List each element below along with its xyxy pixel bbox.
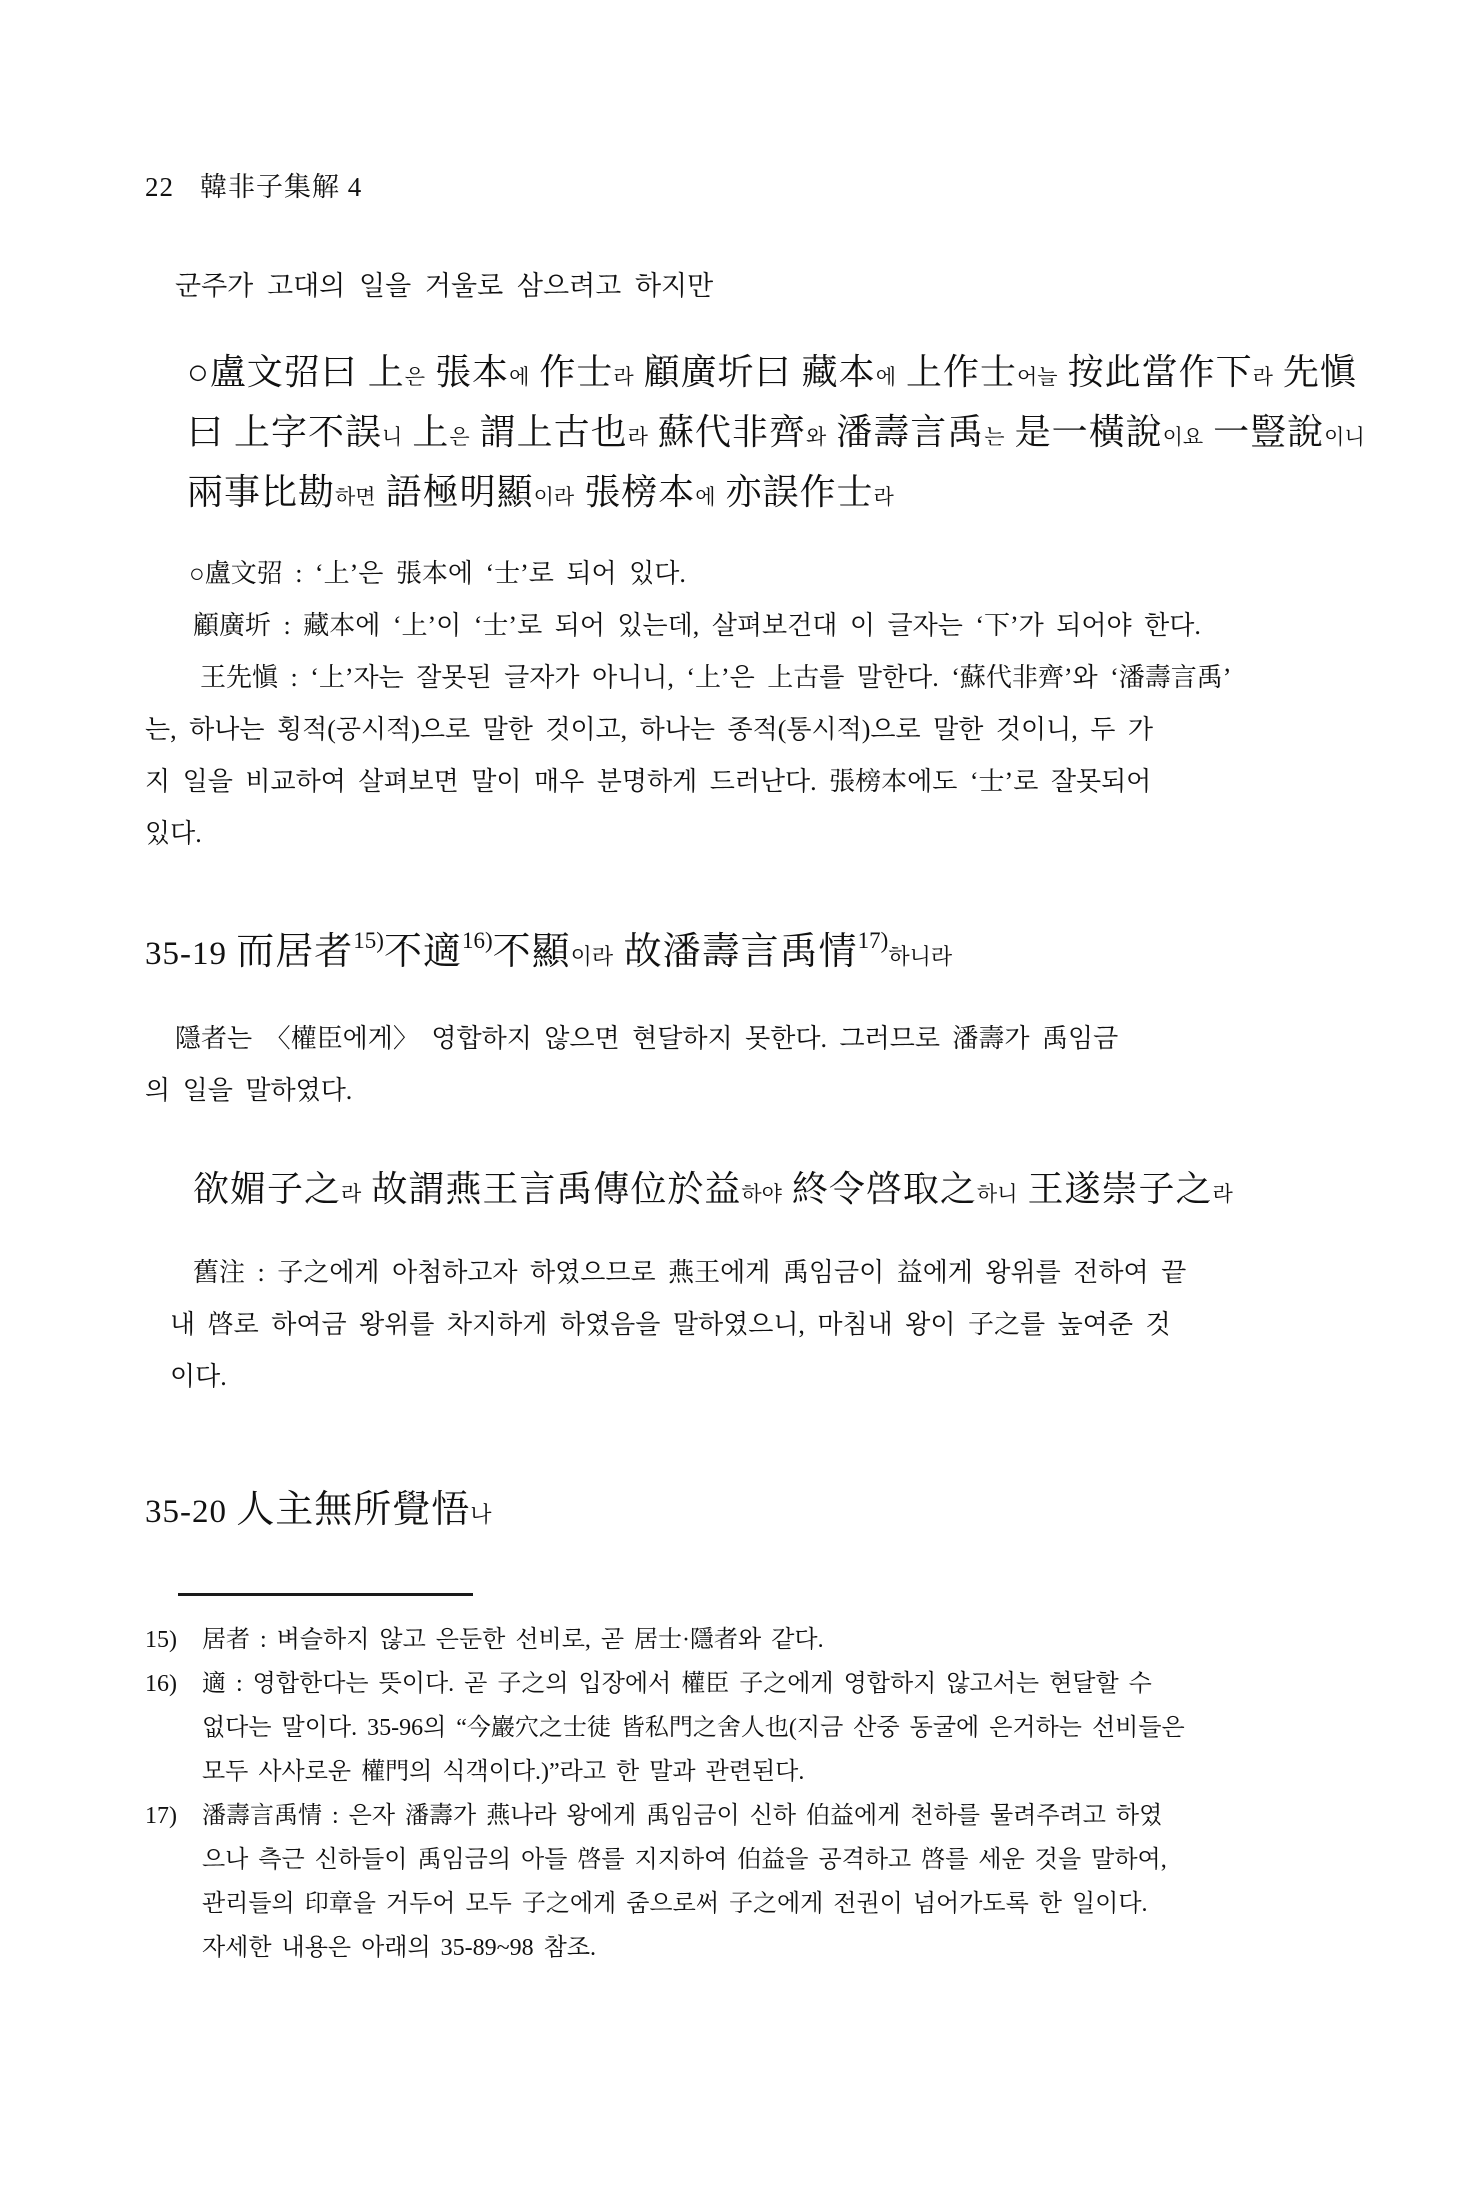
text-segment: 終令啓取之 bbox=[781, 1169, 977, 1209]
text-segment: 張本 bbox=[425, 352, 510, 392]
commentary-original-block bbox=[145, 346, 1365, 526]
footnote-ref: 15) bbox=[353, 928, 384, 953]
footnote-label: 15) bbox=[145, 1627, 177, 1653]
footnote-line: 관리들의 印章을 거두어 모두 子之에게 줌으로써 子之에게 전권이 넘어가도록 한 일이다. bbox=[202, 1891, 1148, 1917]
text-segment: 에 bbox=[875, 365, 896, 389]
text-segment: 潘壽言禹 bbox=[826, 412, 985, 452]
text-segment: 35-20 bbox=[145, 1494, 237, 1530]
section-35-19-translation bbox=[145, 1013, 1350, 1117]
text-segment: 나 bbox=[470, 1502, 492, 1527]
text-segment: 上 bbox=[402, 412, 450, 452]
section-heading-35-19 bbox=[145, 912, 1350, 989]
hanmun-line bbox=[187, 346, 1357, 406]
text-segment: 顧廣圻曰 藏本 bbox=[633, 352, 876, 392]
text-segment: 은 bbox=[449, 425, 470, 449]
text-segment: 先愼 bbox=[1272, 352, 1357, 392]
text-segment: 35-19 bbox=[145, 936, 237, 972]
text-segment: 蘇代非齊 bbox=[647, 412, 806, 452]
text-segment: 上作士 bbox=[895, 352, 1017, 392]
translation-line: 의 일을 말하였다. bbox=[145, 1076, 353, 1105]
footnote-line bbox=[145, 1794, 1350, 1838]
text-segment: 而居者 bbox=[236, 931, 354, 973]
text-segment: 欲媚子之 bbox=[193, 1169, 342, 1209]
footnote-item bbox=[145, 1794, 1350, 1970]
text-segment: 에 bbox=[509, 365, 530, 389]
book-title: 韓非子集解 4 bbox=[200, 172, 363, 202]
text-segment: 라 bbox=[873, 485, 894, 509]
text-segment: 兩事比勘 bbox=[187, 472, 336, 512]
old-note-line: 이다. bbox=[170, 1362, 227, 1391]
translation-line: 顧廣圻 : 藏本에 ‘上’이 ‘士’로 되어 있는데, 살펴보건대 이 글자는 ‘下’가 되어야 한다. bbox=[193, 611, 1201, 640]
text-segment: 라 bbox=[627, 425, 648, 449]
text-segment: 謂上古也 bbox=[469, 412, 628, 452]
hanmun-line bbox=[193, 1163, 1350, 1223]
text-segment: 어늘 bbox=[1017, 365, 1058, 389]
text-segment: 이라 bbox=[570, 944, 614, 969]
text-segment: 一豎說 bbox=[1203, 412, 1325, 452]
page-number: 22 bbox=[145, 172, 174, 202]
text-segment: 하야 bbox=[741, 1182, 782, 1206]
text-segment: 不適 bbox=[383, 931, 462, 973]
text-segment: 은 bbox=[404, 365, 426, 389]
footnote-divider bbox=[178, 1593, 473, 1596]
translation-line: ○盧文弨 : ‘上’은 張本에 ‘士’로 되어 있다. bbox=[189, 559, 686, 588]
text-segment: 王遂崇子之 bbox=[1017, 1169, 1213, 1209]
footnote-line: 없다는 말이다. 35-96의 “今巖穴之士徒 皆私門之舍人也(지금 산중 동굴에 은거하는 선비들은 bbox=[202, 1715, 1185, 1741]
text-segment: 故潘壽言禹情 bbox=[613, 931, 858, 973]
hanmun-line bbox=[187, 466, 1350, 526]
commentary-translation-block bbox=[145, 548, 1350, 860]
hanmun-line bbox=[187, 406, 1365, 466]
old-note-line: 내 啓로 하여금 왕위를 차지하게 하였음을 말하였으니, 마침내 왕이 子之를 높여준 것 bbox=[170, 1310, 1171, 1339]
translation-line: 지 일을 비교하여 살펴보면 말이 매우 분명하게 드러난다. 張榜本에도 ‘士’로 잘못되어 bbox=[145, 767, 1152, 796]
text-segment: 이라 bbox=[533, 485, 575, 509]
text-segment: 曰 上字不誤 bbox=[187, 412, 383, 452]
footnote-text: 居者 : 벼슬하지 않고 은둔한 선비로, 곧 居士·隱者와 같다. bbox=[202, 1627, 824, 1653]
footnote-line: 모두 사사로운 權門의 식객이다.)”라고 한 말과 관련된다. bbox=[202, 1759, 805, 1785]
translation-line: 있다. bbox=[145, 819, 202, 848]
text-segment: 는 bbox=[984, 425, 1005, 449]
footnote-text: 潘壽言禹情 : 은자 潘壽가 燕나라 왕에게 禹임금이 신하 伯益에게 천하를 물려주려고 하였 bbox=[202, 1803, 1163, 1829]
footnotes-block bbox=[145, 1618, 1350, 1970]
old-note-line: 舊注 : 子之에게 아첨하고자 하였으므로 燕王에게 禹임금이 益에게 왕위를 전하여 끝 bbox=[193, 1258, 1187, 1287]
footnote-label: 16) bbox=[145, 1671, 177, 1697]
text-segment: 라 bbox=[1252, 365, 1273, 389]
footnote-item bbox=[145, 1618, 1350, 1662]
section-heading-35-20 bbox=[145, 1481, 1350, 1547]
document-page bbox=[0, 165, 1480, 2189]
text-segment: 張榜本 bbox=[574, 472, 696, 512]
text-segment: 亦誤作士 bbox=[715, 472, 874, 512]
translation-line: 王先愼 : ‘上’자는 잘못된 글자가 아니니, ‘上’은 上古를 말한다. ‘蘇代非齊’와 ‘潘壽言禹’ bbox=[200, 663, 1232, 692]
text-segment: 語極明顯 bbox=[375, 472, 534, 512]
text-segment: 라 bbox=[341, 1182, 362, 1206]
text-segment: 이요 bbox=[1162, 425, 1204, 449]
text-segment: 하니라 bbox=[888, 944, 953, 969]
translation-line: 는, 하나는 횡적(공시적)으로 말한 것이고, 하나는 종적(통시적)으로 말한 것이니, 두 가 bbox=[145, 715, 1153, 744]
text-segment: 按此當作下 bbox=[1057, 352, 1253, 392]
text-segment: 하면 bbox=[335, 485, 376, 509]
lead-translation: 군주가 고대의 일을 거울로 삼으려고 하지만 bbox=[175, 271, 714, 301]
footnote-line: 자세한 내용은 아래의 35-89~98 참조. bbox=[202, 1935, 596, 1961]
text-segment: 人主無所覺悟 bbox=[236, 1489, 471, 1531]
translation-line: 隱者는 〈權臣에게〉 영합하지 않으면 현달하지 못한다. 그러므로 潘壽가 禹임금 bbox=[175, 1024, 1119, 1053]
old-note-block bbox=[145, 1247, 1350, 1403]
text-segment: 라 bbox=[1212, 1182, 1233, 1206]
text-segment: 라 bbox=[613, 365, 634, 389]
footnote-line bbox=[145, 1662, 1350, 1706]
page-header bbox=[145, 165, 1350, 204]
footnote-ref: 17) bbox=[857, 928, 889, 953]
footnote-item bbox=[145, 1662, 1350, 1794]
text-segment: 不顯 bbox=[492, 931, 571, 973]
footnote-line bbox=[145, 1618, 1350, 1662]
footnote-ref: 16) bbox=[461, 928, 493, 953]
text-segment: 와 bbox=[805, 425, 827, 449]
footnote-line: 으나 측근 신하들이 禹임금의 아들 啓를 지지하여 伯益을 공격하고 啓를 세운 것을 말하여, bbox=[202, 1847, 1167, 1873]
text-segment: ○盧文弨曰 上 bbox=[187, 352, 405, 392]
footnote-label: 17) bbox=[145, 1803, 177, 1829]
text-segment: 是一橫說 bbox=[1004, 412, 1163, 452]
text-segment: 故謂燕王言禹傳位於益 bbox=[361, 1169, 742, 1209]
text-segment: 作士 bbox=[529, 352, 614, 392]
quote-original-block bbox=[145, 1163, 1350, 1223]
text-segment: 니 bbox=[382, 425, 403, 449]
text-segment: 하니 bbox=[976, 1182, 1018, 1206]
text-segment: 에 bbox=[695, 485, 716, 509]
footnote-text: 適 : 영합한다는 뜻이다. 곧 子之의 입장에서 權臣 子之에게 영합하지 않고서는 현달할 수 bbox=[202, 1671, 1152, 1697]
text-segment: 이니 bbox=[1324, 425, 1365, 449]
